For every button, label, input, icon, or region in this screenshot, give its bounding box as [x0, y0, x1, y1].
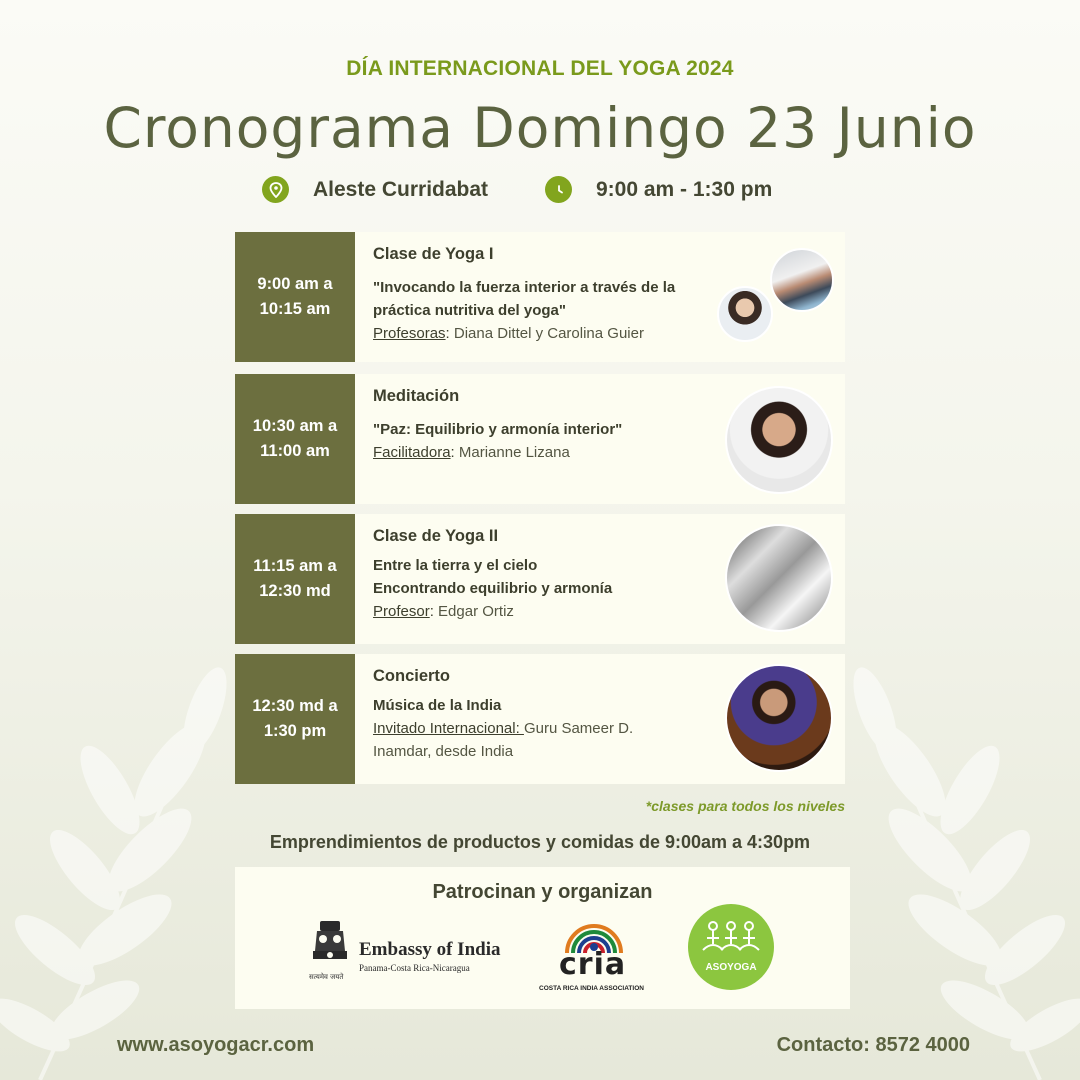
- role-label: Profesoras: [373, 325, 446, 342]
- teacher-photo: [725, 524, 833, 632]
- schedule-subtitle-2: Encontrando equilibrio y armonía: [373, 580, 613, 597]
- cria-subtitle: COSTA RICA INDIA ASSOCIATION: [539, 985, 644, 992]
- hours-text: 9:00 am - 1:30 pm: [596, 177, 773, 201]
- event-eyebrow: DÍA INTERNACIONAL DEL YOGA 2024: [346, 57, 734, 80]
- asoyoga-name: ASOYOGA: [705, 962, 757, 973]
- levels-note: *clases para todos los niveles: [645, 798, 845, 814]
- musician-photo: [725, 664, 833, 772]
- leaf-branch-left-decoration: [0, 640, 260, 1080]
- person-name: Guru Sameer D. Inamdar, desde India: [373, 720, 634, 760]
- location-text: Aleste Curridabat: [313, 177, 489, 201]
- cria-logo: [535, 913, 655, 993]
- schedule-time: 10:30 am a 11:00 am: [235, 374, 355, 504]
- clock-icon: [545, 176, 572, 203]
- event-meta: [0, 176, 1080, 206]
- schedule-row: 9:00 am a 10:15 am Clase de Yoga I "Invocando la fuerza interior a través de la práctica nutritiva del yoga" Profesoras: Diana Dittel y Carolina Guier: [235, 232, 845, 362]
- person-name: Marianne Lizana: [458, 444, 570, 461]
- schedule-row: [235, 654, 845, 784]
- food-vendors-text: Emprendimientos de productos y comidas de 9:00am a 4:30pm: [269, 832, 811, 852]
- schedule-subtitle: Música de la India: [373, 697, 502, 714]
- embassy-subtitle: Panama-Costa Rica-Nicaragua: [359, 963, 470, 973]
- schedule-row: 11:15 am a 12:30 md Clase de Yoga II Entre la tierra y el cielo Encontrando equilibrio y armonía Profesor: Edgar Ortiz: [235, 514, 845, 644]
- sponsors-panel: [235, 867, 850, 1009]
- website-link[interactable]: www.asoyogacr.com: [117, 1034, 315, 1056]
- schedule-time: 11:15 am a 12:30 md: [235, 514, 355, 644]
- page-title: Cronograma Domingo 23 Junio: [103, 96, 977, 160]
- schedule-title: Concierto: [373, 667, 451, 685]
- embassy-motto: सत्यमेव जयते: [309, 973, 344, 981]
- cria-name: cria: [559, 947, 627, 982]
- schedule-time: 9:00 am a 10:15 am: [235, 232, 355, 362]
- location-pin-icon: [262, 176, 289, 203]
- sponsors-title: Patrocinan y organizan: [432, 881, 653, 903]
- instructor-photo: [717, 286, 773, 342]
- instructor-photo: [770, 248, 834, 312]
- hours-info: [545, 176, 772, 203]
- role-label: Profesor: [373, 603, 430, 620]
- schedule-title: Clase de Yoga I: [373, 245, 494, 263]
- schedule-subtitle: "Paz: Equilibrio y armonía interior": [373, 421, 623, 438]
- schedule-subtitle: Entre la tierra y el cielo: [373, 557, 538, 574]
- leaf-branch-right-decoration: [820, 640, 1080, 1080]
- schedule-subtitle: "Invocando la fuerza interior a través de la práctica nutritiva del yoga": [373, 279, 676, 319]
- asoyoga-logo: [688, 904, 774, 990]
- schedule-title: Clase de Yoga II: [373, 527, 499, 545]
- meditating-figures-icon: [699, 918, 763, 958]
- embassy-name: Embassy of India: [359, 939, 501, 960]
- person-name: Diana Dittel y Carolina Guier: [453, 325, 644, 342]
- contact-phone: Contacto: 8572 4000: [776, 1034, 970, 1056]
- role-label: Facilitadora: [373, 444, 451, 461]
- location-info: [262, 176, 488, 203]
- facilitator-photo: [725, 386, 833, 494]
- schedule-time: 12:30 md a 1:30 pm: [235, 654, 355, 784]
- embassy-of-india-logo: [307, 917, 522, 987]
- schedule-row: 10:30 am a 11:00 am Meditación "Paz: Equilibrio y armonía interior" Facilitadora: Marianne Lizana: [235, 374, 845, 504]
- national-emblem-icon: [307, 917, 353, 973]
- schedule-title: Meditación: [373, 387, 460, 405]
- role-label: Invitado Internacional:: [373, 720, 524, 737]
- person-name: Edgar Ortiz: [438, 603, 514, 620]
